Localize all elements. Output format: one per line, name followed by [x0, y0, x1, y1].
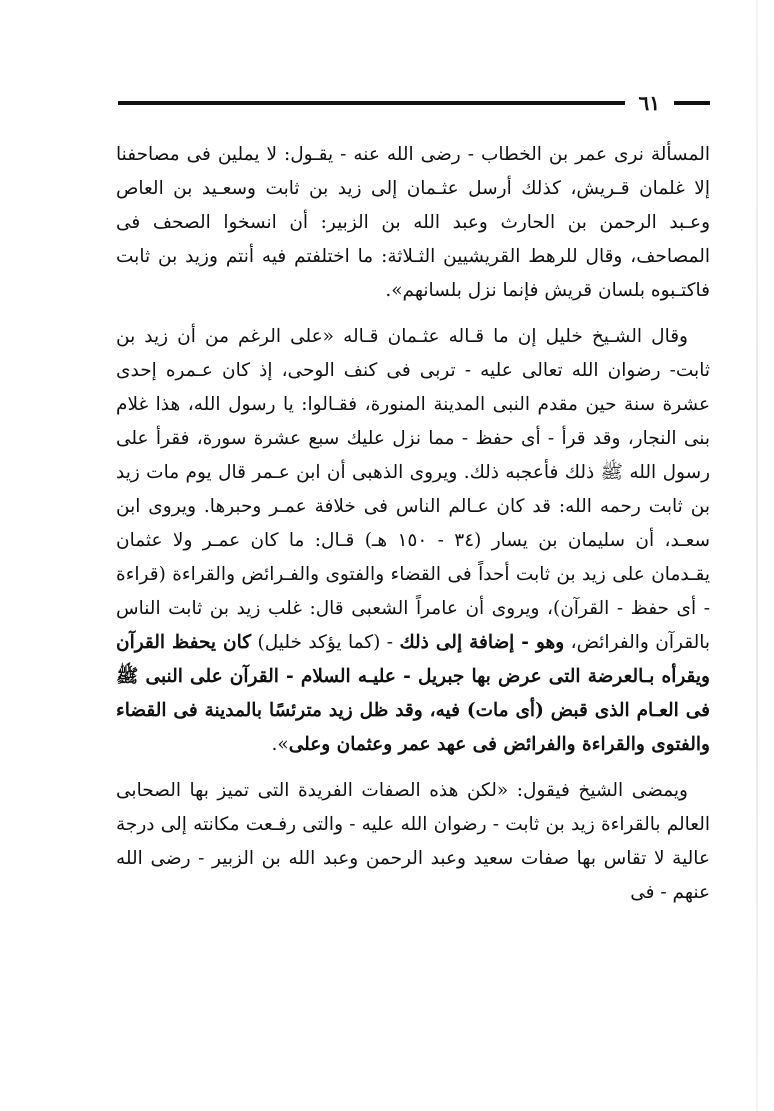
header-rule-short [674, 101, 710, 105]
text-run: - (كما يؤكد خليل) [251, 632, 400, 653]
text-run: ». [271, 734, 289, 755]
paragraph-2 [116, 320, 710, 762]
paragraph-3 [116, 774, 710, 910]
text-body [116, 138, 710, 910]
page-number: ٦١ [638, 91, 660, 115]
scan-edge [756, 0, 758, 1111]
text-run: وقال الشـيخ خليل إن ما قـاله عثـمان قـاله «على الرغم من أن زيد بن ثابت- رضوان الله تعالى عليه - تربى فى كنف الوحى، إذ كان عـمره إحدى عشرة سنة حين مقدم النبى المدينة المنورة، فقـالوا: يا رسول الله، هذا غلام بنى النجار، وقد قرأ - أى حفظ - مما نزل عليك سبع عشرة سورة، فقرأ على رسول الله ﷺ ذلك فأعجبه ذلك. ويروى الذهبى أن ابن عـمر قال يوم مات زيد بن ثابت رحمه الله: قد كان عـالم الناس فى خلافة عمـر وحبرها. ويروى ابن سعـد، أن سليمان بن يسار (٣٤ - ١٥٠ هـ) قـال: ما كان عمـر ولا عثمان يقـدمان على زيد بن ثابت أحداً فى القضاء والفتوى والفـرائض والقراءة (قراءة - أى حفظ - القرآن)، ويروى أن عامراً الشعبى قال: غلب زيد بن ثابت الناس بالقرآن والفرائض، [116, 326, 711, 653]
bold-text-run: كان يحفظ القرآن ويقرأه بـالعرضة التى عرض بها جبريل - عليـه السلام - القرآن على النبى ﷺ فى العـام الذى قبض (أى مات) فيه، وقد ظل زيد مترئسًا بالمدينة فى القضاء والفتوى والقراءة والفرائض فى عهد عمر وعثمان وعلى [116, 632, 710, 755]
page-header [118, 88, 710, 118]
text-run: المسألة نرى عمر بن الخطاب - رضى الله عنه - يقـول: لا يملين فى مصاحفنا إلا غلمان قـريش، كذلك أرسل عثـمان إلى زيد بن ثابت وسعـيد بن العاص وعـبد الرحمن بن الحارث وعبد الله بن الزبير: أن انسخوا الصحف فى المصاحف، وقال للرهط القريشيين الثـلاثة: ما اختلفتم فيه أنتم وزيد بن ثابت فاكتـبوه بلسان قريش فإنما نزل بلسانهم». [116, 144, 710, 301]
header-rule [118, 101, 625, 105]
text-run: ويمضى الشيخ فيقول: «لكن هذه الصفات الفريدة التى تميز بها الصحابى العالم بالقراءة زيد بن ثابت - رضوان الله عليه - والتى رفـعت مكانته إلى درجة عالية لا تقاس بها صفات سعيد وعبد الرحمن وعبد الله بن الزبير - رضى الله عنهم - فى [116, 780, 710, 903]
bold-text-run: وهو - إضافة إلى ذلك [399, 632, 565, 653]
paragraph-1 [116, 138, 710, 308]
